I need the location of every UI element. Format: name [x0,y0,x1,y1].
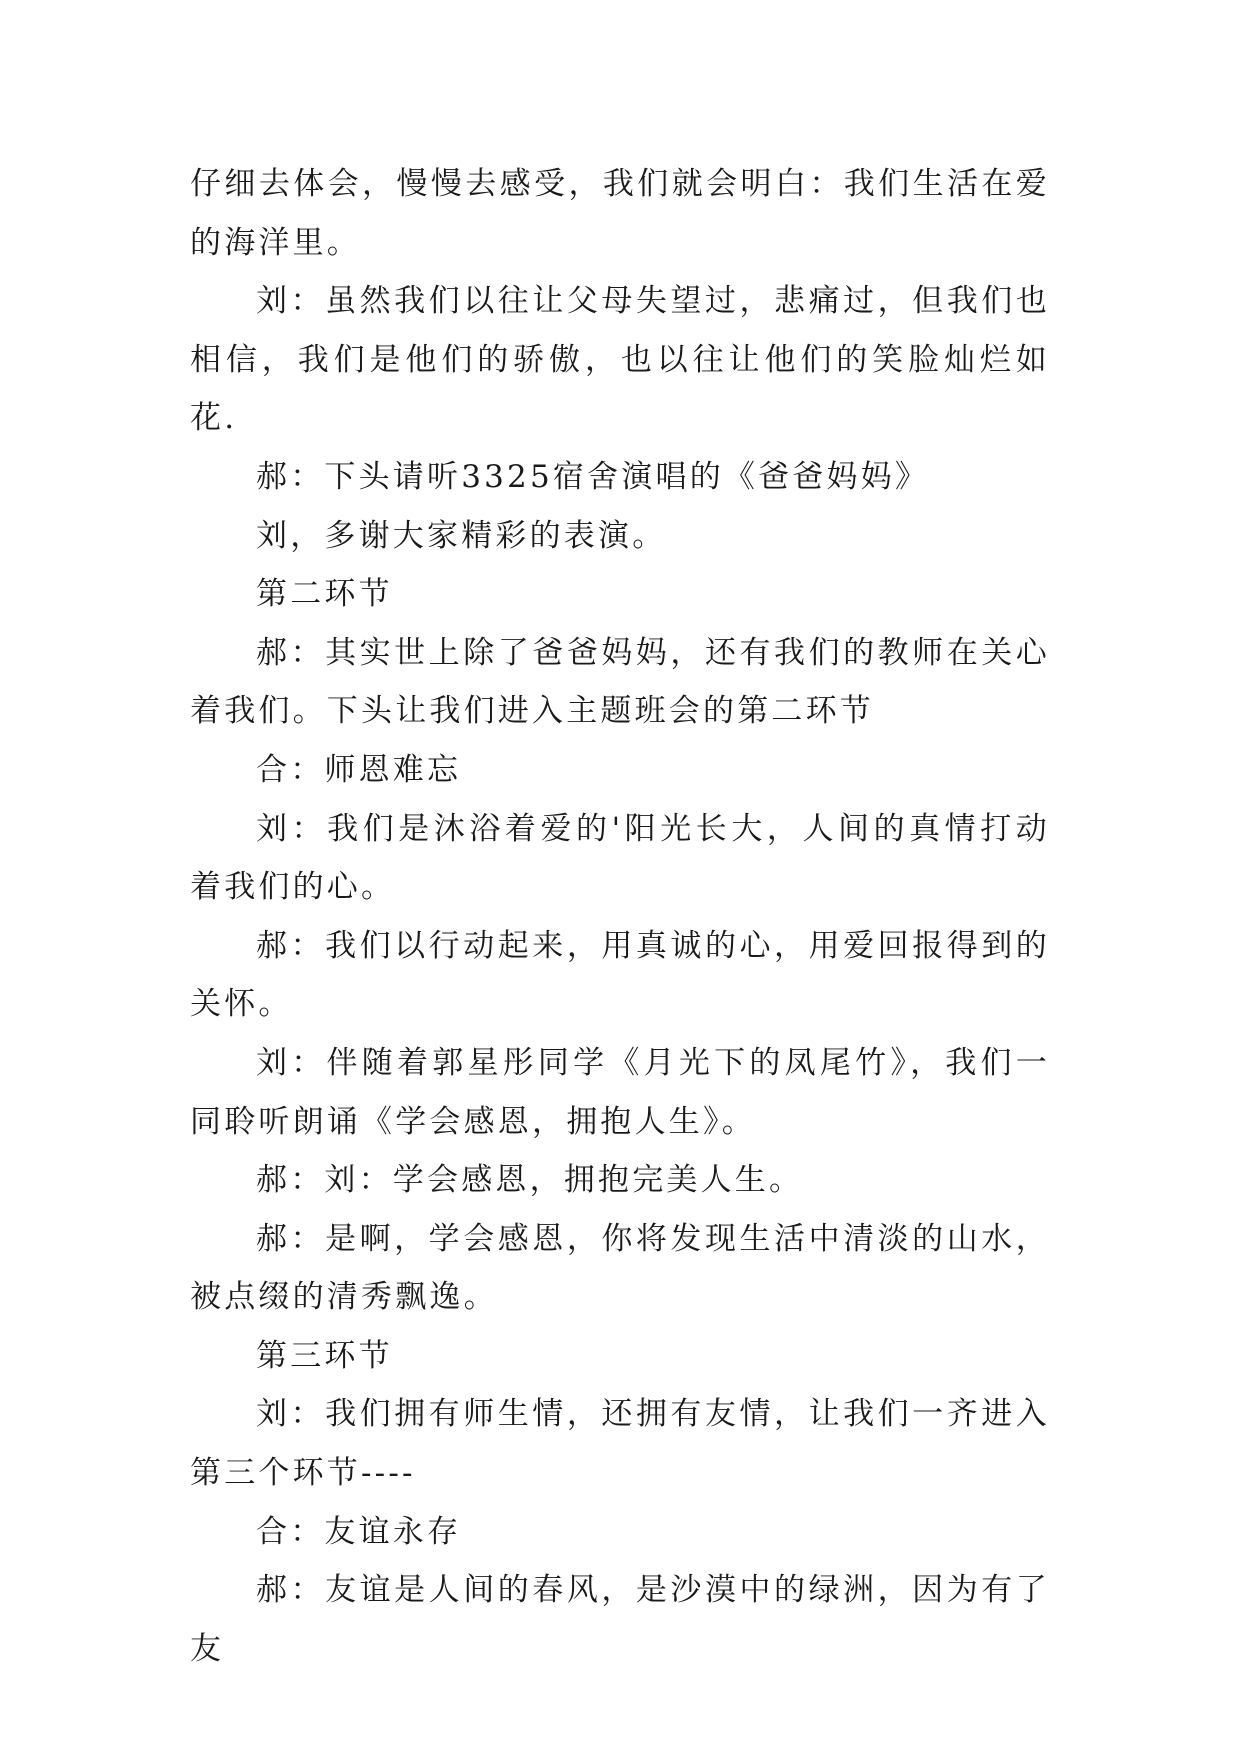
paragraph-11: 郝：刘：学会感恩，拥抱完美人生。 [256,1162,804,1199]
paragraph-4: 刘，多谢大家精彩的表演。 [256,517,667,554]
section-heading-2: 第二环节 [256,576,393,613]
paragraph-1: 仔细去体会，慢慢去感受，我们就会明白：我们生活在爱的海洋里。 [190,166,1050,261]
document-body [190,155,1050,1678]
paragraph-10: 刘：伴随着郭星彤同学《月光下的凤尾竹》，我们一同聆听朗诵《学会感恩，拥抱人生》。 [190,1044,1050,1140]
section-heading-3: 第三环节 [256,1337,393,1374]
paragraph-15: 合：友谊永存 [256,1513,462,1550]
paragraph-3: 郝：下头请听3325宿舍演唱的《爸爸妈妈》 [256,458,930,495]
paragraph-9: 郝：我们以行动起来，用真诚的心，用爱回报得到的关怀。 [190,927,1050,1023]
paragraph-16: 郝：友谊是人间的春风，是沙漠中的绿洲，因为有了友 [190,1572,1050,1667]
paragraph-8: 刘：我们是沐浴着爱的'阳光长大，人间的真情打动着我们的心。 [190,810,1050,906]
paragraph-6: 郝：其实世上除了爸爸妈妈，还有我们的教师在关心着我们。下头让我们进入主题班会的第二环节 [190,634,1050,730]
paragraph-2: 刘：虽然我们以往让父母失望过，悲痛过，但我们也相信，我们是他们的骄傲，也以往让他们的笑脸灿烂如花. [190,283,1050,437]
paragraph-7: 合：师恩难忘 [256,751,462,788]
paragraph-12: 郝：是啊，学会感恩，你将发现生活中清淡的山水，被点缀的清秀飘逸。 [190,1220,1050,1316]
paragraph-14: 刘：我们拥有师生情，还拥有友情，让我们一齐进入第三个环节---- [190,1396,1050,1492]
